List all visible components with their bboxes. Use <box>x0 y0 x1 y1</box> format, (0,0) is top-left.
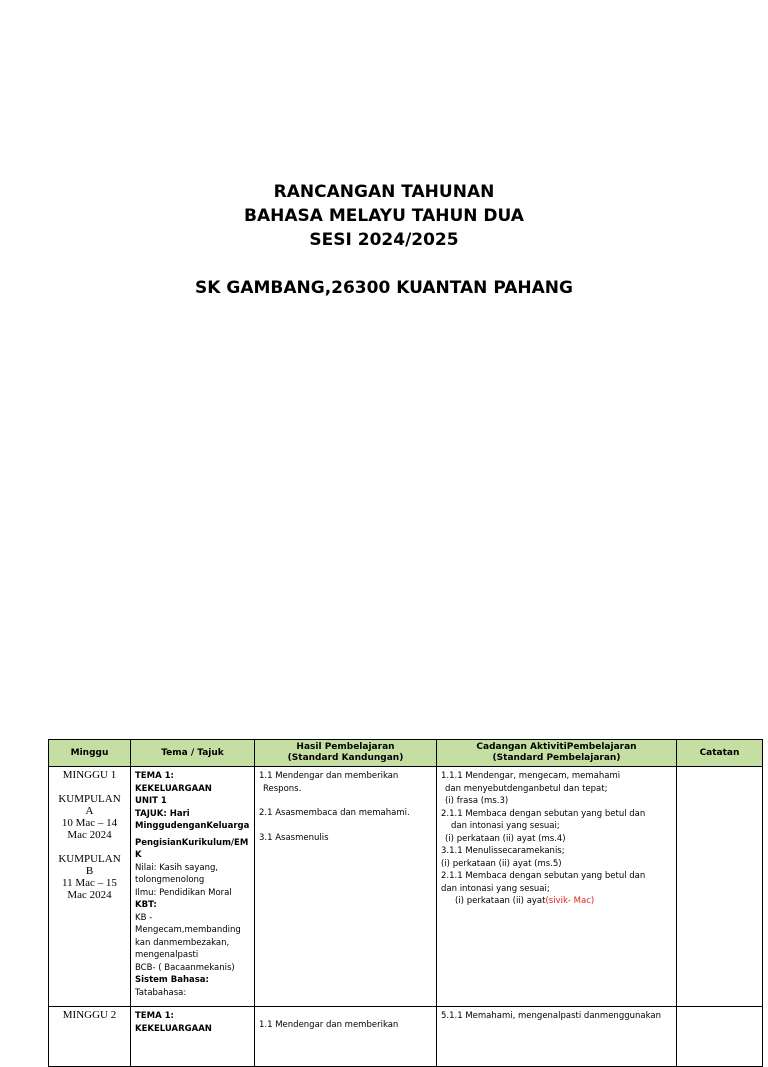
tema-title: TEMA 1: KEKELUARGAAN <box>135 771 212 794</box>
table-row <box>49 767 763 1007</box>
header-hasil <box>255 740 437 767</box>
cell-minggu <box>49 767 131 1007</box>
header-hasil-line1: Hasil Pembelajaran <box>296 742 395 752</box>
hasil-1: 1.1 Mendengar dan memberikan <box>259 1020 399 1030</box>
week-label: MINGGU 1 <box>62 769 117 781</box>
pengisian-label: PengisianKurikulum/EM <box>135 837 249 848</box>
hasil-2: 2.1 Asasmembaca dan memahami. <box>259 808 410 818</box>
cell-hasil <box>255 767 437 1007</box>
kb-text-2: Mengecam,membanding <box>135 925 241 935</box>
unit-label: UNIT 1 <box>135 796 167 806</box>
sistem-bahasa-label: Sistem Bahasa: <box>135 975 209 985</box>
group-a-dates: 10 Mac – 14 <box>61 817 118 829</box>
pengisian-label-cont: K <box>135 850 142 860</box>
header-minggu: Minggu <box>49 740 131 767</box>
nilai-text: Nilai: Kasih sayang, <box>135 862 219 873</box>
cadangan-line: dan intonasi yang sesuai; <box>441 883 550 894</box>
tatabahasa-label: Tatabahasa: <box>135 987 187 998</box>
cadangan-line: 2.1.1 Membaca dengan sebutan yang betul dan <box>441 808 646 819</box>
group-b-dates: 11 Mac – 15 <box>62 877 117 889</box>
cell-hasil <box>255 1007 437 1067</box>
group-b-label: KUMPULAN <box>58 853 121 865</box>
bcb-text: BCB- ( Bacaanmekanis) <box>135 962 235 973</box>
sivik-note: (sivik- Mac) <box>545 896 595 906</box>
hasil-3: 3.1 Asasmenulis <box>259 832 329 843</box>
week-label: MINGGU 2 <box>62 1009 117 1021</box>
cadangan-line: 1.1.1 Mendengar, mengecam, memahami <box>441 771 621 781</box>
cadangan-line: dan menyebutdenganbetul dan tepat; <box>445 783 608 794</box>
group-a-letter: A <box>85 805 94 817</box>
cadangan-line: (i) perkataan (ii) ayat (ms.4) <box>445 833 566 844</box>
document-session: SESI 2024/2025 <box>309 230 459 250</box>
cell-cadangan <box>437 1007 677 1067</box>
group-a-dates-year: Mac 2024 <box>67 829 112 841</box>
cadangan-line: 3.1.1 Menulissecaramekanis; <box>441 846 565 856</box>
nilai-text-cont: tolongmenolong <box>135 875 205 885</box>
cell-catatan <box>677 767 763 1007</box>
cell-tema <box>131 1007 255 1067</box>
header-tema: Tema / Tajuk <box>131 740 255 767</box>
cell-catatan <box>677 1007 763 1067</box>
cell-minggu <box>49 1007 131 1067</box>
document-subject: BAHASA MELAYU TAHUN DUA <box>244 206 524 226</box>
school-name: SK GAMBANG,26300 KUANTAN PAHANG <box>195 278 573 298</box>
cadangan-line-text: (i) perkataan (ii) ayat <box>455 896 546 906</box>
kb-text: KB - <box>135 912 153 923</box>
table-header-row <box>49 740 763 767</box>
header-catatan: Catatan <box>677 740 763 767</box>
kbt-label: KBT: <box>135 900 157 910</box>
tajuk-label: TAJUK: Hari <box>135 808 190 819</box>
tajuk-value: MinggudenganKeluarga <box>135 821 250 831</box>
header-hasil-line2: (Standard Kandungan) <box>287 753 404 763</box>
kb-text-3: kan danmembezakan, <box>135 937 230 948</box>
document-title: RANCANGAN TAHUNAN <box>273 182 495 202</box>
header-cadangan <box>437 740 677 767</box>
cadangan-line: 5.1.1 Memahami, mengenalpasti danmenggunakan <box>441 1011 661 1021</box>
cadangan-line: dan intonasi yang sesuai; <box>451 821 560 831</box>
header-cadangan-line2: (Standard Pembelajaran) <box>492 753 621 763</box>
group-a-label: KUMPULAN <box>58 793 121 805</box>
cadangan-line <box>441 895 672 908</box>
table-row <box>49 1007 763 1067</box>
group-b-dates-year: Mac 2024 <box>67 889 112 901</box>
tema-title: TEMA 1: KEKELUARGAAN <box>135 1011 212 1034</box>
group-b-letter: B <box>85 865 94 877</box>
header-cadangan-line1: Cadangan AktivitiPembelajaran <box>476 742 637 752</box>
kb-text-4: mengenalpasti <box>135 950 199 960</box>
cadangan-line: (i) frasa (ms.3) <box>445 796 509 806</box>
cadangan-line: (i) perkataan (ii) ayat (ms.5) <box>441 858 562 869</box>
cell-cadangan <box>437 767 677 1007</box>
cadangan-line: 2.1.1 Membaca dengan sebutan yang betul dan <box>441 871 646 881</box>
ilmu-text: Ilmu: Pendidikan Moral <box>135 887 232 898</box>
hasil-1-cont: Respons. <box>263 783 302 794</box>
hasil-1: 1.1 Mendengar dan memberikan <box>259 771 399 781</box>
cell-tema <box>131 767 255 1007</box>
annual-plan-table <box>48 739 763 1067</box>
document-title-block <box>0 180 768 300</box>
